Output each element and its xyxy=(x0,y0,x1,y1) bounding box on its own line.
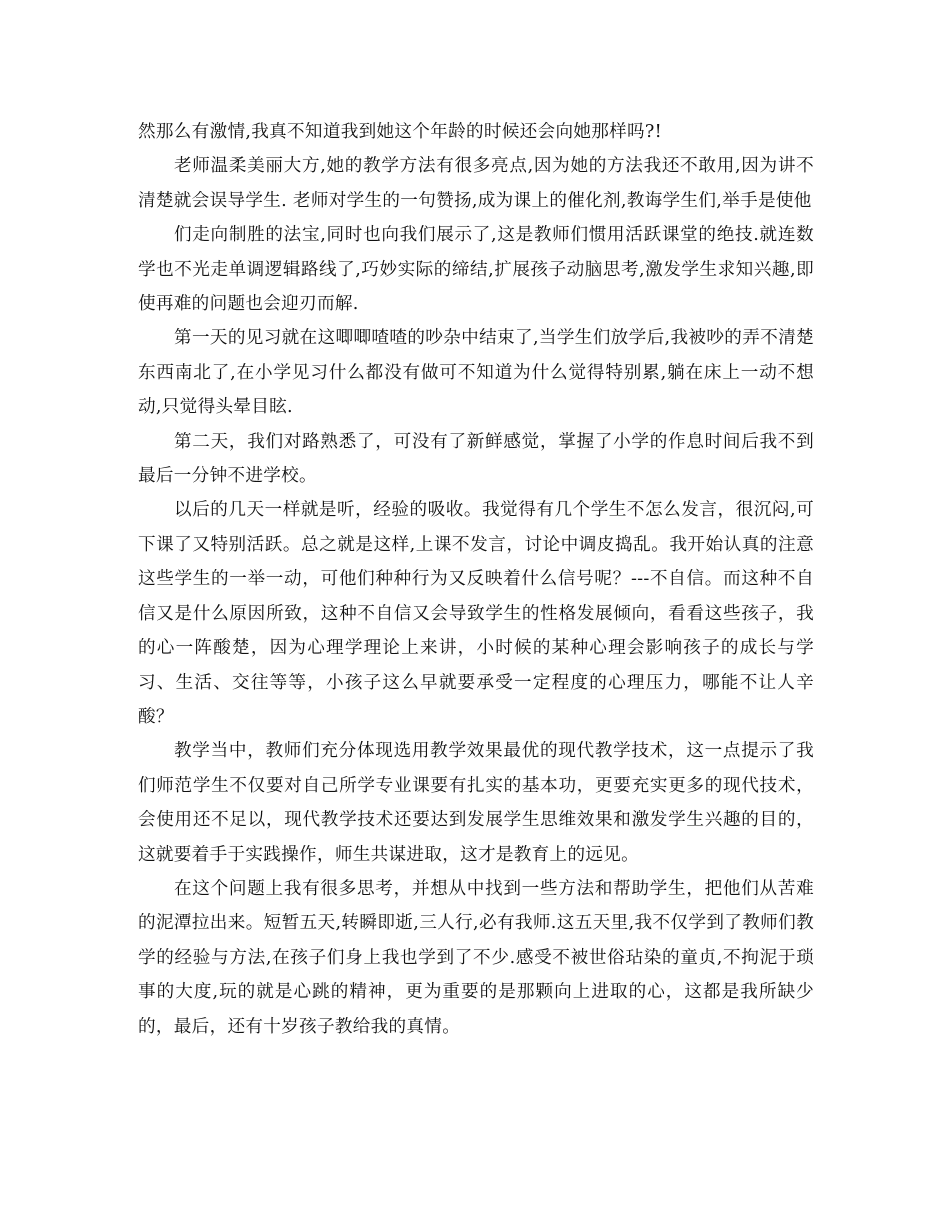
paragraph-teacher-method: 老师温柔美丽大方,她的教学方法有很多亮点,因为她的方法我还不敢用,因为讲不清楚就会误导学生. 老师对学生的一句赞扬,成为课上的催化剂,教诲学生们,举手是使他 xyxy=(138,156,814,211)
paragraph-first-day: 第一天的见习就在这唧唧喳喳的吵杂中结束了,当学生们放学后,我被吵的弄不清楚东西南北了,在小学见习什么都没有做可不知道为什么觉得特别累,躺在床上一动不想动,只觉得头晕目眩. xyxy=(138,328,814,418)
paragraph-reflection: 在这个问题上我有很多思考，并想从中找到一些方法和帮助学生，把他们从苦难的泥潭拉出来。短暂五天,转瞬即逝,三人行,必有我师.这五天里,我不仅学到了教师们教学的经验与方法,在孩子们身上我也学到了不少.感受不被世俗玷染的童贞,不拘泥于琐事的大度,玩的就是心跳的精神，更为重要的是那颗向上进取的心，这都是我所缺少的，最后，还有十岁孩子教给我的真情。 xyxy=(138,878,814,1037)
paragraph-teaching-technology: 教学当中，教师们充分体现选用教学效果最优的现代教学技术，这一点提示了我们师范学生不仅要对自己所学专业课要有扎实的基本功，更要充实更多的现代技术，会使用还不足以，现代教学技术还要达到发展学生思维效果和激发学生兴趣的目的，这就要着手于实践操作，师生共谋进取，这才是教育上的远见。 xyxy=(138,741,814,865)
paragraph-winning-tool: 们走向制胜的法宝,同时也向我们展示了,这是教师们惯用活跃课堂的绝技.就连数学也不光走单调逻辑路线了,巧妙实际的缔结,扩展孩子动脑思考,激发学生求知兴趣,即使再难的问题也会迎刃而解. xyxy=(138,225,814,315)
paragraph-following-days: 以后的几天一样就是听，经验的吸收。我觉得有几个学生不怎么发言，很沉闷,可下课了又特别活跃。总之就是这样,上课不发言，讨论中调皮捣乱。我开始认真的注意这些学生的一举一动，可他们种种行为又反映着什么信号呢？---不自信。而这种不自信又是什么原因所致，这种不自信又会导致学生的性格发展倾向，看看这些孩子，我的心一阵酸楚，因为心理学理论上来讲，小时候的某种心理会影响孩子的成长与学习、生活、交往等等，小孩子这么早就要承受一定程度的心理压力，哪能不让人辛酸？ xyxy=(138,500,814,727)
document-page xyxy=(138,115,814,1044)
paragraph-second-day: 第二天，我们对路熟悉了，可没有了新鲜感觉，掌握了小学的作息时间后我不到最后一分钟不进学校。 xyxy=(138,431,814,487)
paragraph-continuation: 然那么有激情,我真不知道我到她这个年龄的时候还会向她那样吗?! xyxy=(138,122,663,142)
